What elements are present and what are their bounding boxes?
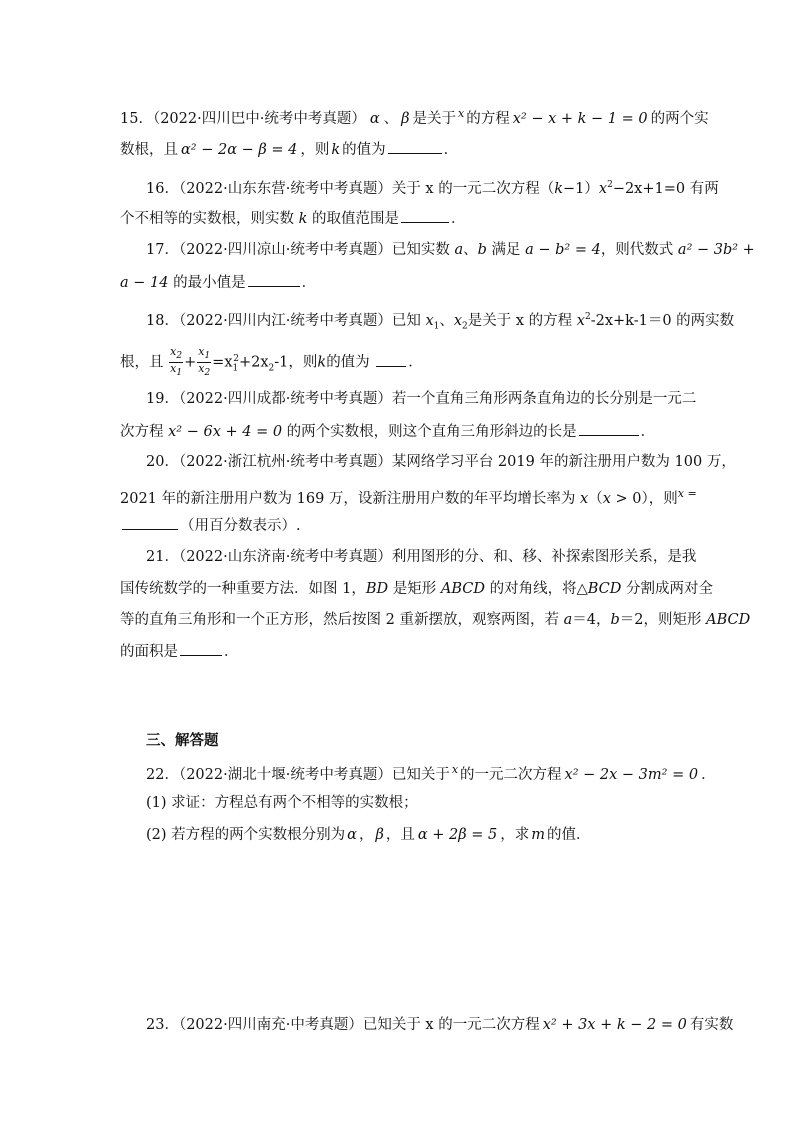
question-21-line-3: 等的直角三角形和一个正方形，然后按图 2 重新摆放，观察两图，若 a＝4，b＝2，则矩形 ABCD: [120, 612, 751, 628]
question-22-part-1: (1) 求证：方程总有两个不相等的实数根；: [146, 795, 418, 811]
answer-blank[interactable]: [376, 352, 406, 367]
question-21-line-2: 国传统数学的一种重要方法．如图 1，BD 是矩形 ABCD 的对角线，将△BCD 分割成两对全: [120, 581, 713, 597]
question-15-line-2: 数根，且 α² − 2α − β = 4 ，则 k 的值为 ．: [120, 139, 458, 160]
question-17-line-2: a − 14 的最小值是 ．: [120, 272, 316, 293]
question-20-line-3: （用百分数表示）.: [120, 515, 301, 536]
answer-blank[interactable]: [180, 641, 222, 656]
fraction-x1-over-x2: $\frac{x_1}{x_2}$: [198, 345, 211, 379]
answer-blank[interactable]: [122, 515, 178, 530]
answer-blank[interactable]: [388, 139, 442, 154]
question-22-line-1: 22．（2022·湖北十堰·统考中考真题）已知关于 $^x$ 的一元二次方程 x² − 2x − 3m² = 0 ．: [146, 763, 716, 783]
question-16-line-1: 16．（2022·山东东营·统考中考真题）关于 x 的一元二次方程$(k-1)x^2-2x+1=0$ 有两: [146, 180, 719, 197]
answer-blank[interactable]: [248, 272, 300, 287]
question-22-part-2: (2) 若方程的两个实数根分别为 α ， β ，且 α + 2β = 5 ，求 m 的值．: [146, 827, 591, 843]
question-21-line-4: 的面积是 ．: [120, 641, 239, 662]
question-20-line-1: 20．（2022·浙江杭州·统考中考真题）某网络学习平台 2019 年的新注册用户数为 100 万，: [146, 454, 736, 470]
answer-blank[interactable]: [401, 208, 449, 223]
question-17-line-1: 17．（2022·四川凉山·统考中考真题）已知实数 a、b 满足 a − b² = 4，则代数式 a² − 3b² +: [146, 242, 755, 258]
answer-blank[interactable]: [579, 421, 639, 436]
question-19-line-1: 19．（2022·四川成都·统考中考真题）若一个直角三角形两条直角边的长分别是一元二: [146, 391, 697, 407]
question-16-line-2: 个不相等的实数根，则实数 k 的取值范围是 ．: [120, 208, 466, 229]
question-15-line-1: 15．（2022·四川巴中·统考中考真题） α 、 β 是关于 $^x$ 的方程 x² − x + k − 1 = 0 的两个实: [120, 107, 709, 127]
question-18-line-2: 根，且 $\frac{x_2}{x_1}$ + $\frac{x_1}{x_2}$ $=x_1^2+2x_2-1$，则k的值为 ．: [120, 345, 423, 379]
question-20-line-2: 2021 年的新注册用户数为 169 万，设新注册用户数的年平均增长率为 x（x > 0），则$^x$ =: [120, 487, 697, 507]
question-23-line-1: 23．（2022·四川南充·中考真题）已知关于 x 的一元二次方程 x² + 3x + k − 2 = 0 有实数: [146, 1017, 734, 1033]
question-18-line-1: 18．（2022·四川内江·统考中考真题）已知 $x_1$、$x_2$是关于 x 的方程 $x^2-2x+k-1=0$ 的两实数: [146, 312, 735, 332]
fraction-x2-over-x1: $\frac{x_2}{x_1}$: [170, 345, 183, 379]
section-heading: 三、解答题: [146, 732, 219, 749]
question-21-line-1: 21．（2022·山东济南·统考中考真题）利用图形的分、和、移、补探索图形关系，是我: [146, 549, 697, 565]
question-19-line-2: 次方程 x² − 6x + 4 = 0 的两个实数根，则这个直角三角形斜边的长是 ．: [120, 421, 655, 442]
